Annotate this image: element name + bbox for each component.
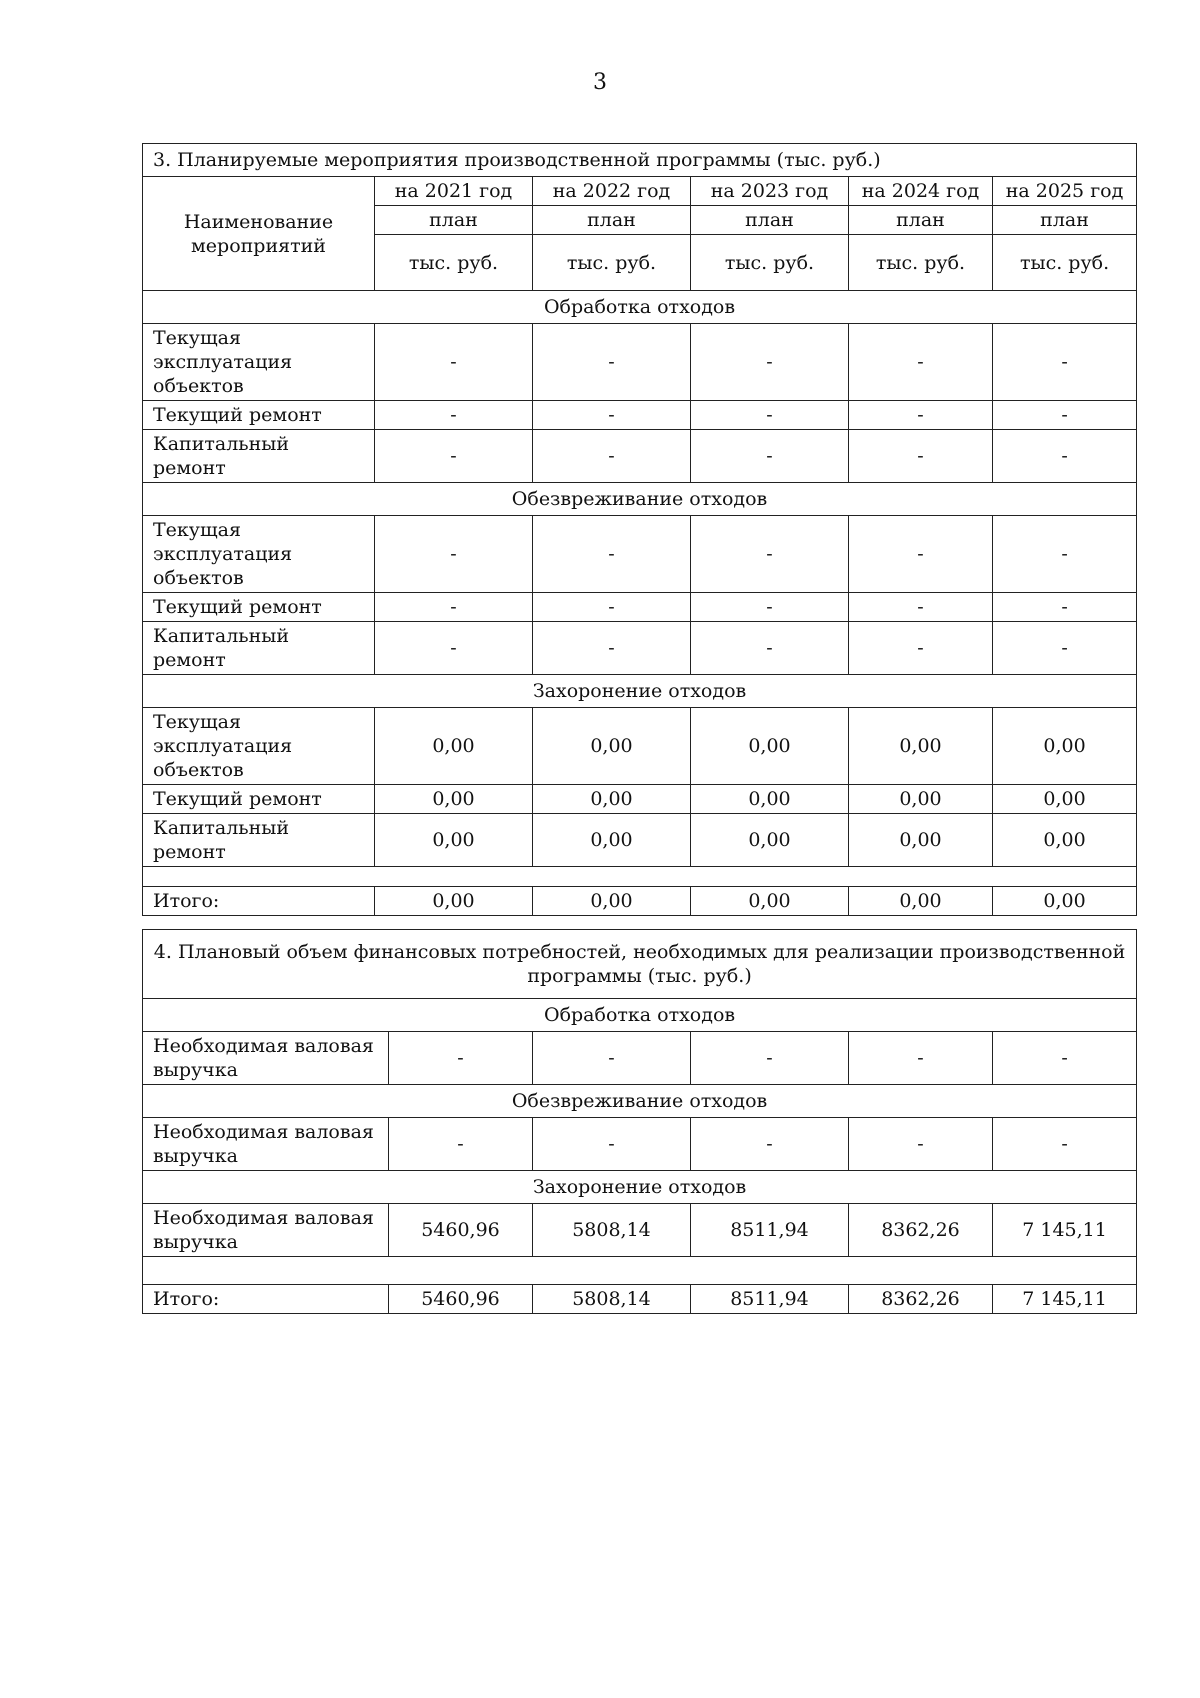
cell: - bbox=[691, 401, 849, 430]
table-row bbox=[143, 1032, 1137, 1085]
cell: 8362,26 bbox=[849, 1285, 993, 1314]
cell: 0,00 bbox=[849, 887, 993, 916]
cell: - bbox=[993, 430, 1137, 483]
unit-header: тыс. руб. bbox=[533, 235, 691, 291]
total-label: Итого: bbox=[143, 1285, 389, 1314]
cell: 5808,14 bbox=[533, 1285, 691, 1314]
cell: 0,00 bbox=[849, 785, 993, 814]
cell: 0,00 bbox=[533, 785, 691, 814]
cell: 5808,14 bbox=[533, 1204, 691, 1257]
table-row bbox=[143, 401, 1137, 430]
unit-header: тыс. руб. bbox=[691, 235, 849, 291]
year-header: на 2021 год bbox=[375, 177, 533, 206]
cell: 8511,94 bbox=[691, 1204, 849, 1257]
cell: - bbox=[533, 593, 691, 622]
cell: - bbox=[375, 516, 533, 593]
cell: 0,00 bbox=[993, 708, 1137, 785]
cell: 0,00 bbox=[375, 814, 533, 867]
cell: - bbox=[849, 1032, 993, 1085]
plan-header: план bbox=[375, 206, 533, 235]
total-label: Итого: bbox=[143, 887, 375, 916]
row-name: Текущий ремонт bbox=[143, 401, 375, 430]
cell: - bbox=[691, 622, 849, 675]
cell: 0,00 bbox=[691, 785, 849, 814]
cell: 0,00 bbox=[533, 814, 691, 867]
cell: - bbox=[849, 324, 993, 401]
cell: 0,00 bbox=[375, 785, 533, 814]
plan-header: план bbox=[691, 206, 849, 235]
table-row bbox=[143, 430, 1137, 483]
cell: 8511,94 bbox=[691, 1285, 849, 1314]
section-title: Обработка отходов bbox=[143, 999, 1137, 1032]
cell: - bbox=[389, 1032, 533, 1085]
unit-header: тыс. руб. bbox=[375, 235, 533, 291]
year-header: на 2023 год bbox=[691, 177, 849, 206]
row-name: Текущая эксплуатация объектов bbox=[143, 324, 375, 401]
row-name: Капитальный ремонт bbox=[143, 814, 375, 867]
cell: - bbox=[691, 324, 849, 401]
year-header: на 2025 год bbox=[993, 177, 1137, 206]
cell: - bbox=[849, 593, 993, 622]
cell: 8362,26 bbox=[849, 1204, 993, 1257]
row-name: Текущая эксплуатация объектов bbox=[143, 708, 375, 785]
cell: - bbox=[533, 516, 691, 593]
total-row bbox=[143, 1285, 1137, 1314]
row-name: Капитальный ремонт bbox=[143, 430, 375, 483]
cell: - bbox=[691, 516, 849, 593]
cell: 0,00 bbox=[993, 814, 1137, 867]
row-name: Текущий ремонт bbox=[143, 593, 375, 622]
table4-title: 4. Плановый объем финансовых потребностей, необходимых для реализации производственной программы (тыс. руб.) bbox=[143, 930, 1137, 999]
unit-header: тыс. руб. bbox=[849, 235, 993, 291]
row-name: Текущий ремонт bbox=[143, 785, 375, 814]
cell: - bbox=[375, 324, 533, 401]
row-name: Необходимая валовая выручка bbox=[143, 1204, 389, 1257]
year-header: на 2022 год bbox=[533, 177, 691, 206]
cell: - bbox=[533, 622, 691, 675]
cell: - bbox=[691, 1032, 849, 1085]
cell: - bbox=[849, 401, 993, 430]
cell: 0,00 bbox=[691, 814, 849, 867]
year-header: на 2024 год bbox=[849, 177, 993, 206]
cell: 0,00 bbox=[849, 814, 993, 867]
cell: 0,00 bbox=[375, 708, 533, 785]
cell: - bbox=[849, 622, 993, 675]
blank-row bbox=[143, 867, 1137, 887]
cell: - bbox=[375, 593, 533, 622]
cell: - bbox=[849, 430, 993, 483]
page-number: 3 bbox=[593, 70, 607, 95]
cell: 0,00 bbox=[691, 887, 849, 916]
table-row bbox=[143, 814, 1137, 867]
blank-row bbox=[143, 1257, 1137, 1285]
table-row bbox=[143, 1204, 1137, 1257]
cell: - bbox=[993, 1032, 1137, 1085]
cell: 5460,96 bbox=[389, 1204, 533, 1257]
table-row bbox=[143, 785, 1137, 814]
cell: - bbox=[691, 430, 849, 483]
cell: - bbox=[993, 593, 1137, 622]
cell: - bbox=[691, 1118, 849, 1171]
cell: - bbox=[375, 622, 533, 675]
table-row bbox=[143, 1118, 1137, 1171]
financial-needs-table bbox=[142, 929, 1137, 1314]
section-title: Захоронение отходов bbox=[143, 675, 1137, 708]
cell: - bbox=[533, 324, 691, 401]
cell: - bbox=[375, 401, 533, 430]
cell: - bbox=[993, 622, 1137, 675]
activity-name-header: Наименование мероприятий bbox=[143, 177, 375, 291]
cell: 0,00 bbox=[533, 708, 691, 785]
section-title: Обработка отходов bbox=[143, 291, 1137, 324]
cell: - bbox=[533, 430, 691, 483]
cell: 7 145,11 bbox=[993, 1285, 1137, 1314]
section-title: Обезвреживание отходов bbox=[143, 483, 1137, 516]
row-name: Необходимая валовая выручка bbox=[143, 1032, 389, 1085]
cell: - bbox=[849, 516, 993, 593]
cell: 7 145,11 bbox=[993, 1204, 1137, 1257]
row-name: Текущая эксплуатация объектов bbox=[143, 516, 375, 593]
cell: - bbox=[533, 1118, 691, 1171]
table-row bbox=[143, 708, 1137, 785]
plan-header: план bbox=[533, 206, 691, 235]
cell: - bbox=[993, 324, 1137, 401]
plan-header: план bbox=[993, 206, 1137, 235]
table-row bbox=[143, 622, 1137, 675]
cell: - bbox=[993, 1118, 1137, 1171]
cell: 0,00 bbox=[375, 887, 533, 916]
planned-activities-table bbox=[142, 143, 1137, 916]
row-name: Капитальный ремонт bbox=[143, 622, 375, 675]
unit-header: тыс. руб. bbox=[993, 235, 1137, 291]
cell: - bbox=[533, 1032, 691, 1085]
table-row bbox=[143, 593, 1137, 622]
cell: 0,00 bbox=[691, 708, 849, 785]
cell: - bbox=[849, 1118, 993, 1171]
cell: - bbox=[993, 516, 1137, 593]
cell: - bbox=[993, 401, 1137, 430]
cell: 0,00 bbox=[533, 887, 691, 916]
total-row bbox=[143, 887, 1137, 916]
cell: - bbox=[375, 430, 533, 483]
section-title: Захоронение отходов bbox=[143, 1171, 1137, 1204]
plan-header: план bbox=[849, 206, 993, 235]
cell: 0,00 bbox=[993, 887, 1137, 916]
row-name: Необходимая валовая выручка bbox=[143, 1118, 389, 1171]
cell: - bbox=[691, 593, 849, 622]
section-title: Обезвреживание отходов bbox=[143, 1085, 1137, 1118]
cell: 5460,96 bbox=[389, 1285, 533, 1314]
cell: 0,00 bbox=[993, 785, 1137, 814]
table-row bbox=[143, 516, 1137, 593]
cell: - bbox=[389, 1118, 533, 1171]
table-row bbox=[143, 324, 1137, 401]
cell: - bbox=[533, 401, 691, 430]
cell: 0,00 bbox=[849, 708, 993, 785]
table3-title: 3. Планируемые мероприятия производственной программы (тыс. руб.) bbox=[143, 144, 1137, 177]
